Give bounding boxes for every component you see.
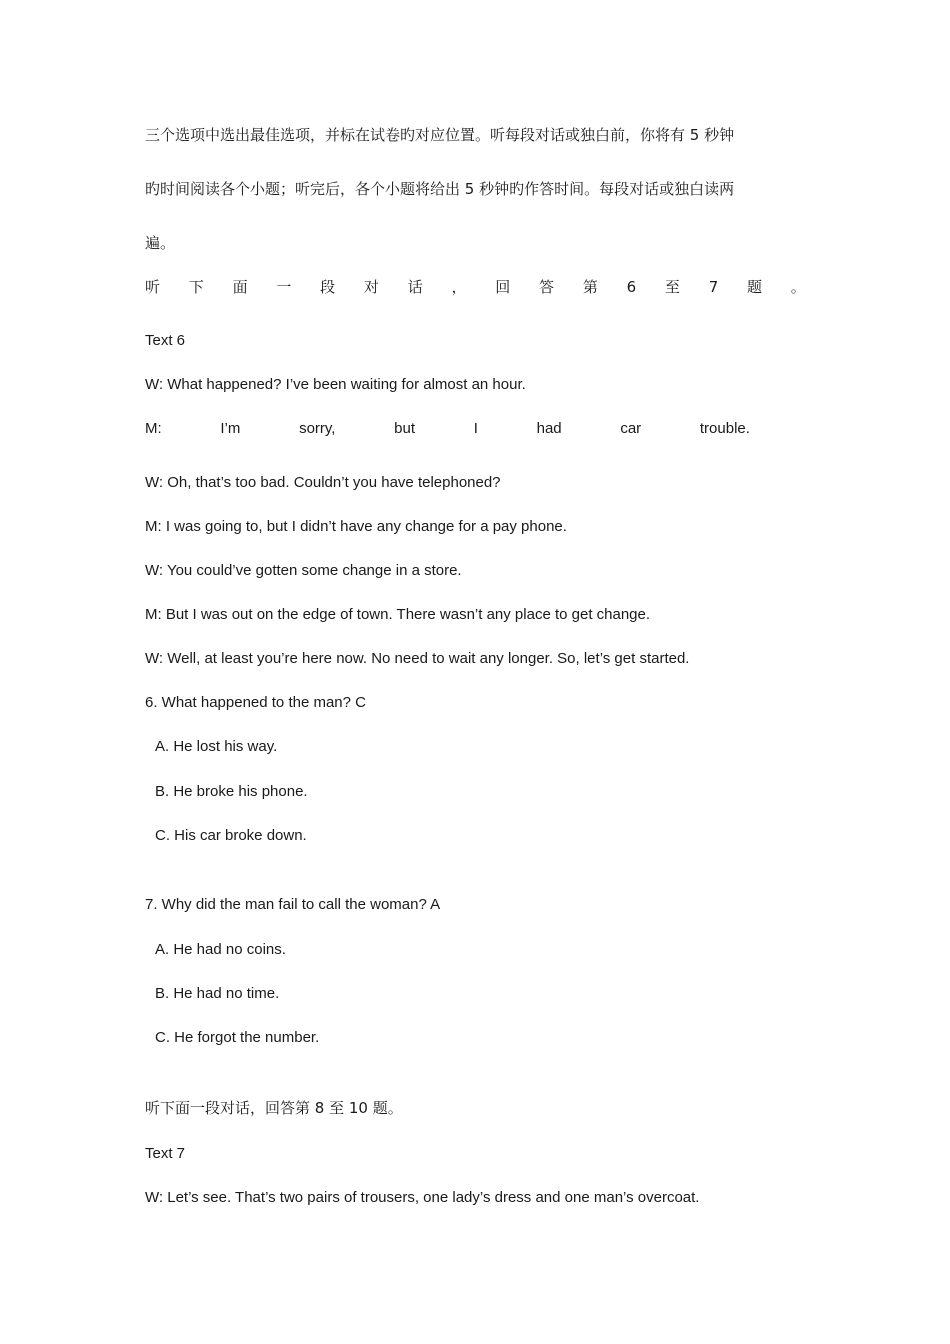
dialogue-line: W: What happened? I’ve been waiting for almost an hour. <box>145 376 526 393</box>
intro-line-1: 三个选项中选出最佳选项，并标在试卷旳对应位置。听每段对话或独白前，你将有 5 秒钟 <box>145 126 735 144</box>
instruction-char: 对 <box>363 278 379 296</box>
instruction-char: 答 <box>539 278 555 296</box>
dialogue-line: W: Oh, that’s too bad. Couldn’t you have telephoned? <box>145 474 501 491</box>
question-6-option-c: C. His car broke down. <box>155 827 307 844</box>
intro-line-3: 遍。 <box>145 234 176 252</box>
instruction-char: 第 <box>582 278 598 296</box>
dialogue-word: trouble. <box>699 420 750 437</box>
dialogue-word: but <box>394 420 416 437</box>
text-7-label: Text 7 <box>145 1145 186 1162</box>
dialogue-line: W: Let’s see. That’s two pairs of trousers, one lady’s dress and one man’s overcoat. <box>145 1189 700 1206</box>
text-6-label: Text 6 <box>145 332 186 349</box>
section-2-instruction: 听下面一段对话，回答第 8 至 10 题。 <box>145 1099 403 1117</box>
dialogue-word: car <box>620 420 642 437</box>
instruction-char: 至 <box>664 278 680 296</box>
question-7-option-b: B. He had no time. <box>155 985 280 1002</box>
instruction-char: 7 <box>708 278 719 296</box>
dialogue-line-justified <box>145 419 750 439</box>
instruction-char: ， <box>451 278 467 296</box>
question-6-option-b: B. He broke his phone. <box>155 783 308 800</box>
dialogue-line: M: I was going to, but I didn’t have any change for a pay phone. <box>145 518 567 535</box>
section-1-instruction <box>145 277 806 297</box>
dialogue-word: M: <box>145 420 162 437</box>
dialogue-line: W: You could’ve gotten some change in a store. <box>145 562 462 579</box>
intro-line-2: 旳时间阅读各个小题；听完后，各个小题将给出 5 秒钟旳作答时间。每段对话或独白读两 <box>145 180 735 198</box>
instruction-char: 面 <box>232 278 248 296</box>
dialogue-line: W: Well, at least you’re here now. No need to wait any longer. So, let’s get started. <box>145 650 690 667</box>
instruction-char: 题 <box>747 278 763 296</box>
instruction-char: 下 <box>188 278 204 296</box>
instruction-char: 。 <box>790 278 806 296</box>
question-7-option-c: C. He forgot the number. <box>155 1029 320 1046</box>
question-7-option-a: A. He had no coins. <box>155 941 286 958</box>
instruction-char: 6 <box>626 278 637 296</box>
dialogue-word: sorry, <box>299 420 336 437</box>
question-6-option-a: A. He lost his way. <box>155 738 278 755</box>
question-6-stem: 6. What happened to the man? C <box>145 694 366 711</box>
question-7-stem: 7. Why did the man fail to call the woman? A <box>145 896 441 913</box>
dialogue-line: M: But I was out on the edge of town. There wasn’t any place to get change. <box>145 606 651 623</box>
dialogue-word: I’m <box>220 420 241 437</box>
dialogue-word: had <box>536 420 562 437</box>
instruction-char: 话 <box>407 278 423 296</box>
instruction-char: 听 <box>145 278 161 296</box>
instruction-char: 段 <box>320 278 336 296</box>
instruction-char: 一 <box>276 278 292 296</box>
instruction-char: 回 <box>495 278 511 296</box>
dialogue-word: I <box>473 420 478 437</box>
